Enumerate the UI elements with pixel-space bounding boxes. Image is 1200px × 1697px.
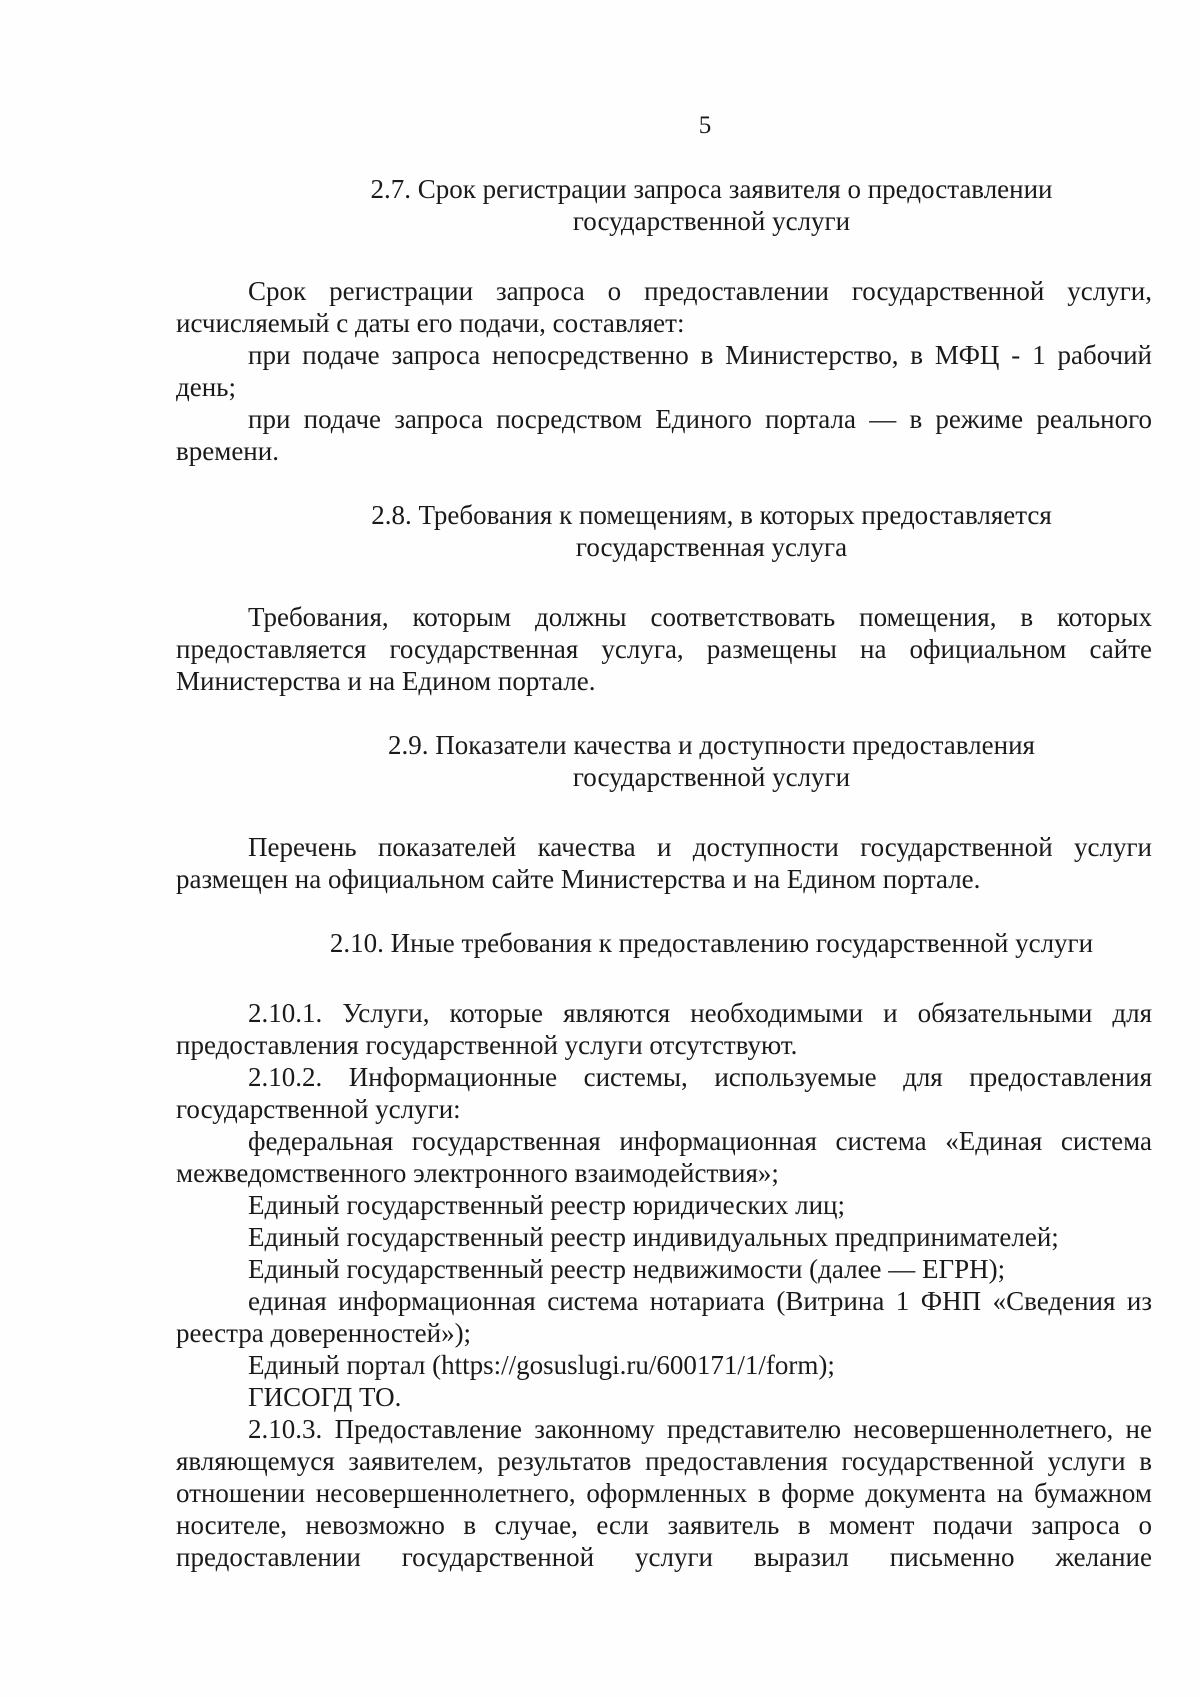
- heading-line: государственная услуга: [575, 532, 848, 562]
- paragraph: 2.10.1. Услуги, которые являются необходимыми и обязательными для предоставления государственной услуги отсутствуют.: [176, 998, 1152, 1060]
- section-heading-2-9: [176, 729, 1152, 793]
- paragraph: при подаче запроса посредством Единого портала — в режиме реального времени.: [176, 404, 1152, 466]
- heading-line: государственной услуги: [572, 206, 851, 236]
- heading-line: 2.10. Иные требования к предоставлению государственной услуги: [329, 928, 1094, 958]
- section-heading-2-10: [176, 927, 1152, 959]
- paragraph: Единый государственный реестр индивидуальных предпринимателей;: [248, 1222, 1059, 1252]
- heading-line: 2.8. Требования к помещениям, в которых предоставляется: [371, 500, 1052, 530]
- document-body: [176, 173, 1152, 1573]
- heading-line: 2.7. Срок регистрации запроса заявителя о предоставлении: [370, 174, 1053, 204]
- paragraph: Единый государственный реестр юридических лиц;: [248, 1190, 846, 1220]
- heading-line: 2.9. Показатели качества и доступности предоставления: [388, 730, 1035, 760]
- paragraph: Перечень показателей качества и доступности государственной услуги размещен на официальном сайте Министерства и на Едином портале.: [176, 832, 1152, 894]
- paragraph: Срок регистрации запроса о предоставлении государственной услуги, исчисляемый с даты его подачи, составляет:: [176, 276, 1152, 338]
- paragraph: при подаче запроса непосредственно в Министерство, в МФЦ - 1 рабочий день;: [176, 340, 1152, 402]
- page-number: 5: [698, 112, 712, 139]
- paragraph: Единый государственный реестр недвижимости (далее — ЕГРН);: [248, 1254, 1006, 1284]
- paragraph: 2.10.2. Информационные системы, используемые для предоставления государственной услуги:: [176, 1062, 1152, 1124]
- paragraph: Требования, которым должны соответствовать помещения, в которых предоставляется государственная услуга, размещены на официальном сайте Министерства и на Едином портале.: [176, 602, 1152, 696]
- paragraph: Единый портал (https://gosuslugi.ru/600171/1/form);: [248, 1350, 835, 1380]
- paragraph: 2.10.3. Предоставление законному представителю несовершеннолетнего, не являющемуся заявителем, результатов предоставления государственной услуги в отношении несовершеннолетнего, оформленных в форме документа на бумажном носителе, невозможно в случае, если заявитель в момент подачи запроса о предоставлении государственной услуги выразил письменно желание: [176, 1414, 1152, 1572]
- section-heading-2-8: [176, 499, 1152, 563]
- section-heading-2-7: [176, 173, 1152, 237]
- paragraph: ГИСОГД ТО.: [248, 1382, 402, 1412]
- paragraph: федеральная государственная информационная система «Единая система межведомственного электронного взаимодействия»;: [176, 1126, 1152, 1188]
- paragraph: единая информационная система нотариата (Витрина 1 ФНП «Сведения из реестра доверенностей»);: [176, 1286, 1152, 1348]
- heading-line: государственной услуги: [572, 762, 851, 792]
